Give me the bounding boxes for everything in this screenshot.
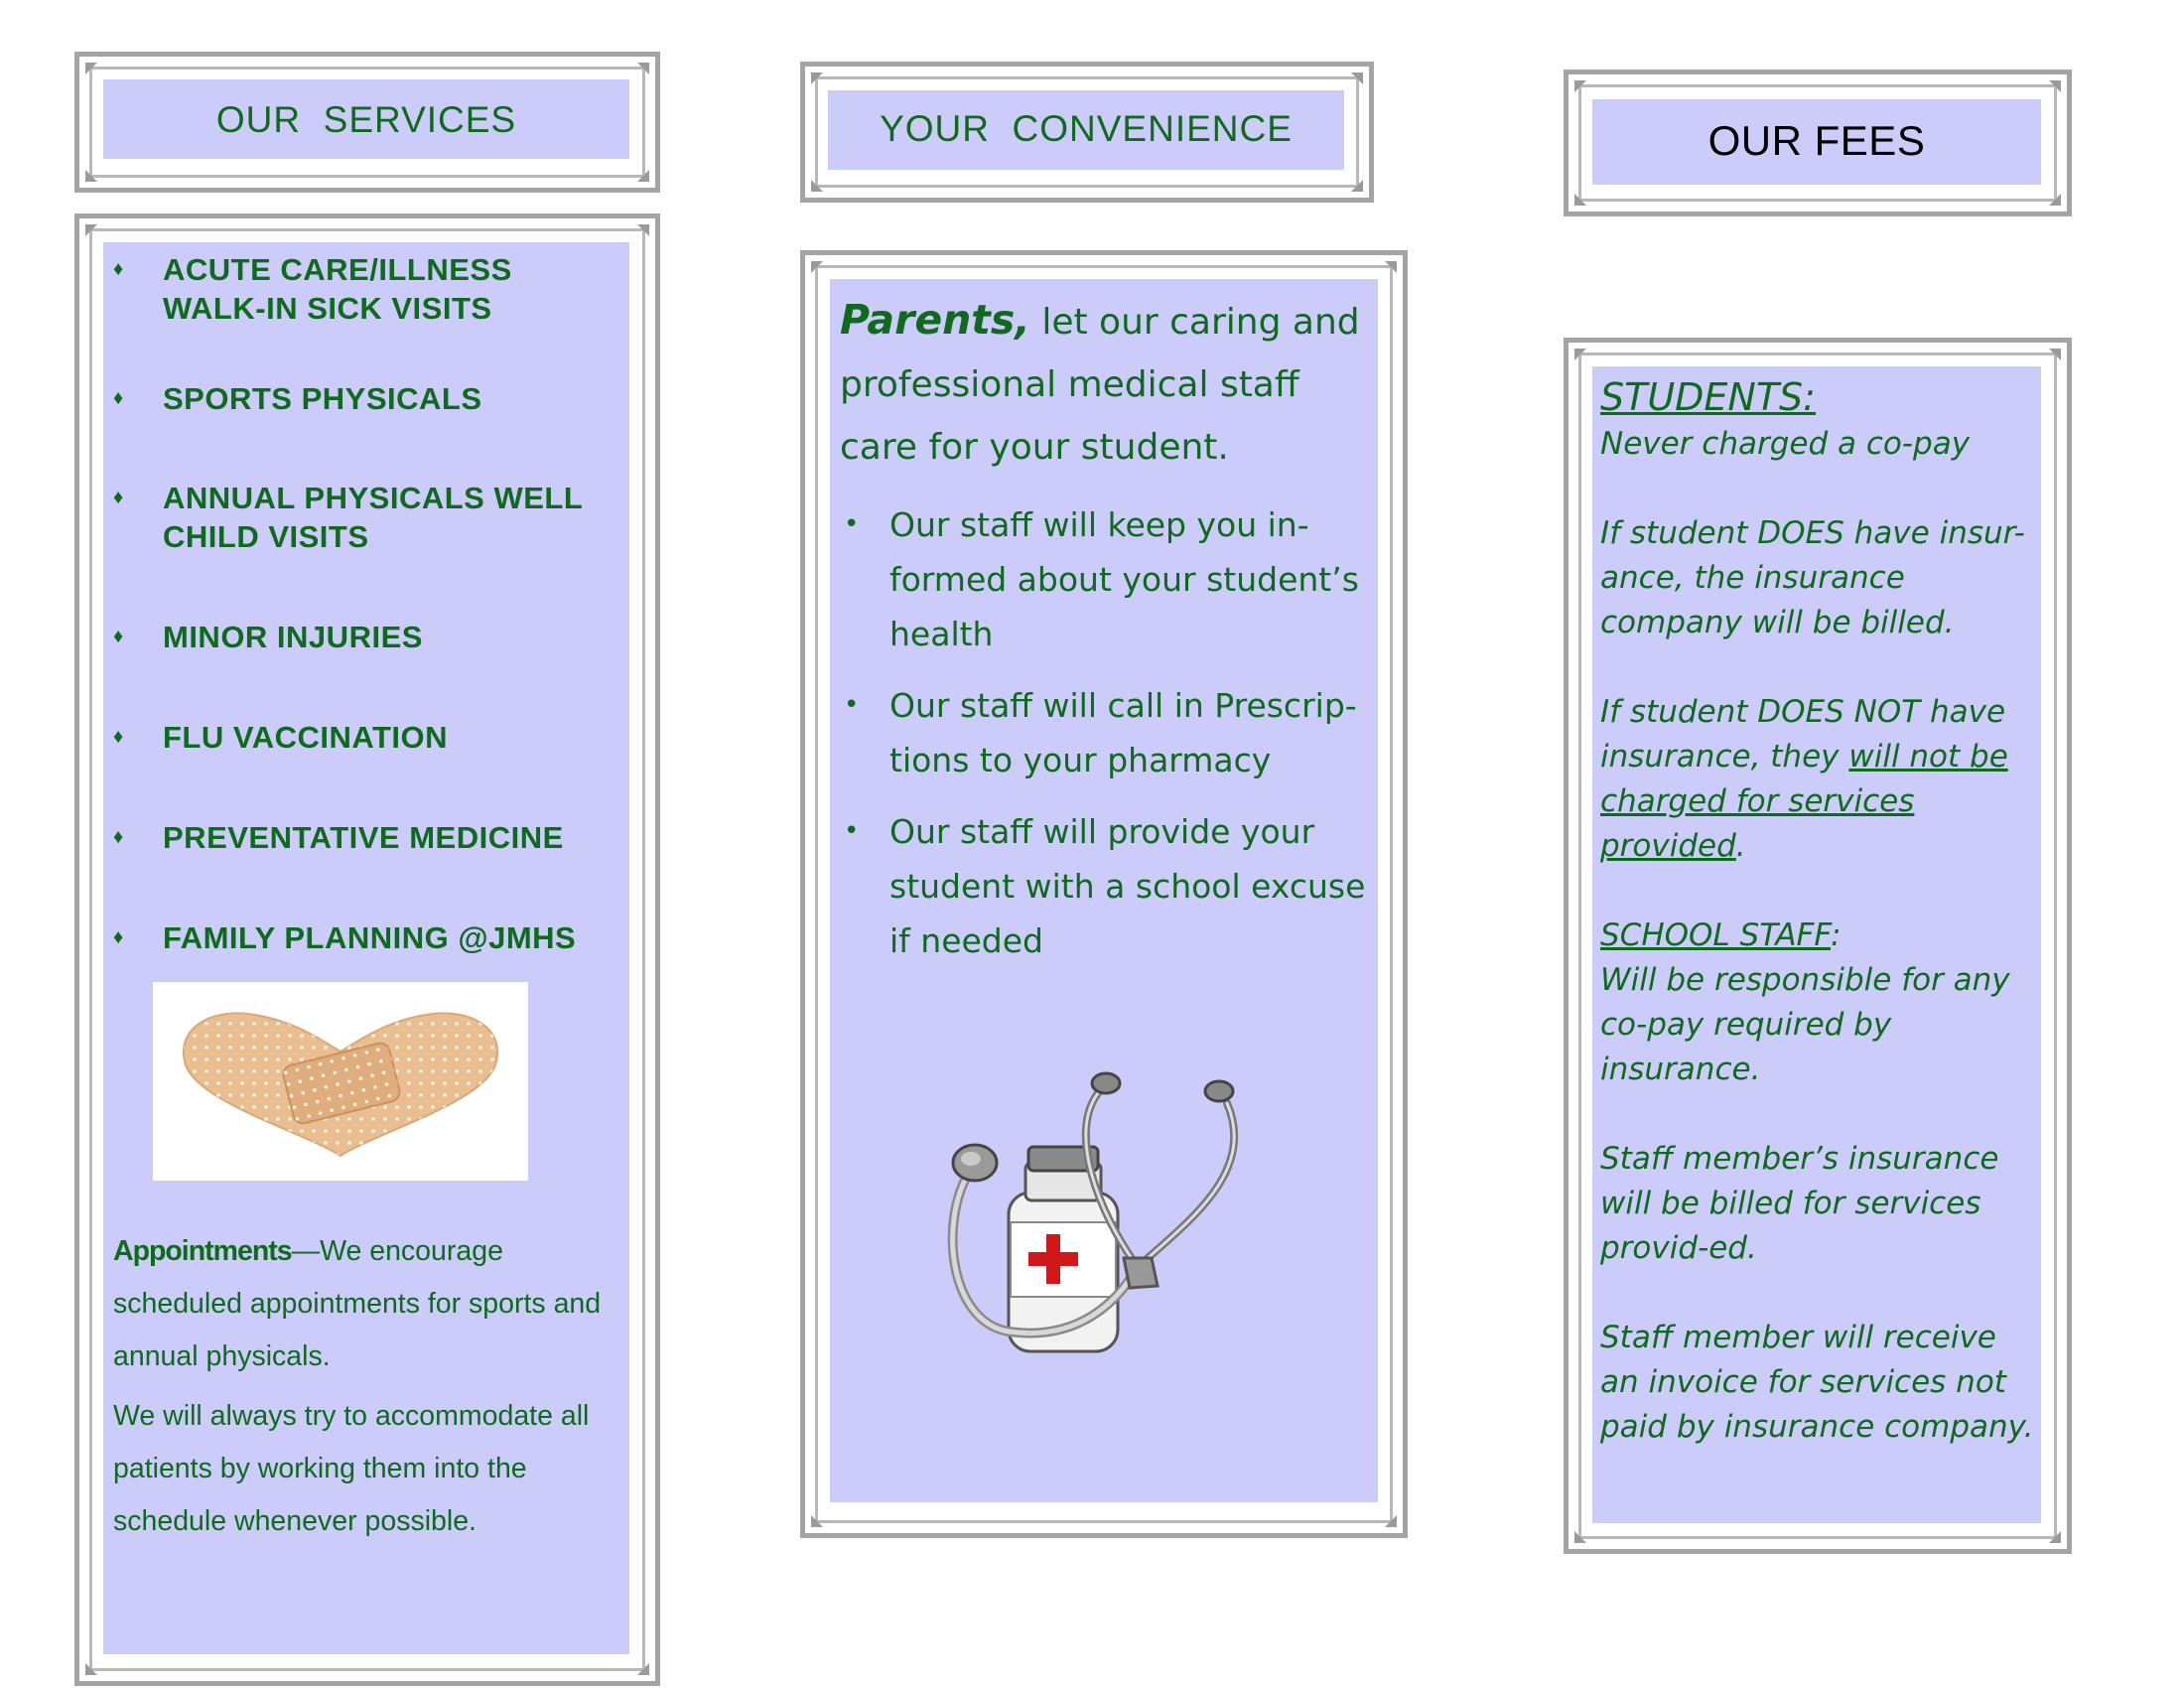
staff-invoice: Staff member will receive an invoice for services not paid by insurance company. [1600, 1320, 2034, 1445]
list-item: • Our staff will keep you in-formed about your student’s health [840, 497, 1376, 661]
bullet-dot-icon: • [844, 816, 860, 846]
accommodate-paragraph: We will always try to accommodate all patients by working them into the schedule whenever possible. [113, 1400, 590, 1537]
convenience-header-title: YOUR CONVENIENCE [880, 108, 1293, 149]
heart-bandage-icon [153, 982, 528, 1181]
diamond-bullet-icon: ♦ [113, 387, 124, 409]
appointments-label: Appointments [113, 1235, 292, 1267]
diamond-bullet-icon: ♦ [113, 258, 124, 280]
diamond-bullet-icon: ♦ [113, 826, 124, 848]
parents-label: Parents, [840, 296, 1030, 344]
convenience-bullets [840, 497, 1376, 985]
services-header-title: OUR SERVICES [215, 99, 517, 140]
bullet-dot-icon: • [844, 509, 860, 539]
stethoscope-medicine-bottle-icon [929, 1063, 1287, 1371]
services-header-panel [103, 79, 629, 159]
students-copay: Never charged a co-pay [1600, 426, 1971, 462]
fees-text [1600, 372, 2037, 1494]
school-staff-heading: SCHOOL STAFF: [1600, 917, 1842, 953]
bullet-dot-icon: • [844, 690, 860, 720]
appointments-paragraph: Appointments—We encourage scheduled appointments for sports and annual physicals. [113, 1235, 602, 1372]
fees-header-title: OUR FEES [1707, 117, 1926, 164]
fees-header-panel [1592, 99, 2041, 185]
diamond-bullet-icon: ♦ [113, 726, 124, 748]
services-body-panel: ♦ ACUTE CARE/ILLNESS WALK-IN SICK VISITS ♦ SPORTS PHYSICALS ♦ ANNUAL PHYSICALS WELL CHILD VISITS ♦ MINOR INJURIES ♦ FLU VACCINATION ♦ PREVENTATIVE MEDICINE ♦ FAMILY PLANNING @JMHS Appointments—We encourage scheduled appointments for sports and annual physicals. We will always try to accommodate all patients by working them into the schedule whenever possible. [103, 242, 629, 1654]
staff-copay: Will be responsible for any co-pay required by insurance. [1600, 962, 2010, 1087]
list-item: • Our staff will provide your student with a school excuse if needed [840, 804, 1376, 968]
fees-body-panel [1592, 366, 2041, 1523]
parents-intro: Parents, let our caring and professional medical staff care for your student. [840, 296, 1360, 468]
convenience-header-panel [828, 90, 1344, 170]
list-item: • Our staff will call in Prescrip-tions to your pharmacy [840, 678, 1376, 787]
diamond-bullet-icon: ♦ [113, 926, 124, 948]
diamond-bullet-icon: ♦ [113, 487, 124, 508]
diamond-bullet-icon: ♦ [113, 626, 124, 647]
students-no-insurance: If student DOES NOT have insurance, they will not be charged for services provided. [1600, 694, 2008, 864]
students-insurance: If student DOES have insur-ance, the insurance company will be billed. [1600, 515, 2025, 640]
students-heading: STUDENTS: [1600, 375, 1816, 419]
convenience-body-panel [830, 279, 1378, 1502]
staff-insurance: Staff member’s insurance will be billed for services provid-ed. [1600, 1141, 1999, 1266]
